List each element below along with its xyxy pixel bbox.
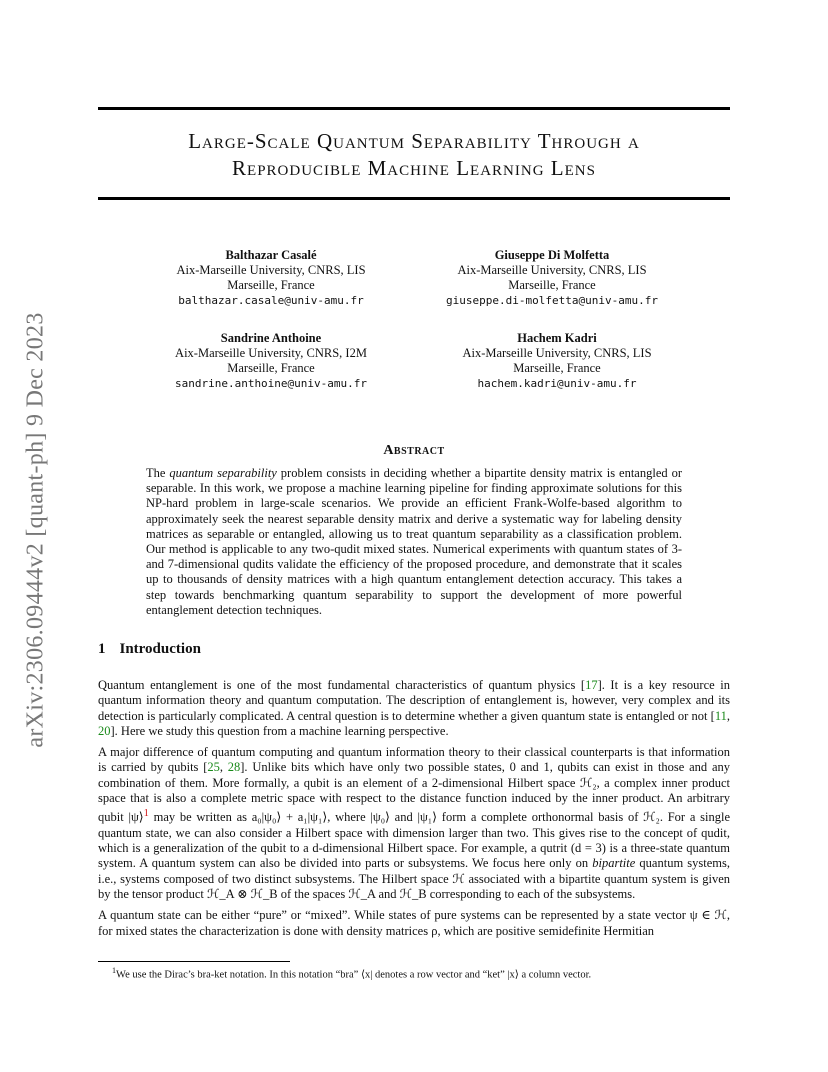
- author-location: Marseille, France: [227, 278, 315, 292]
- footnote-ref-link[interactable]: 1: [143, 808, 149, 820]
- title-line-1: Large-Scale Quantum Separability Through a: [188, 129, 640, 153]
- author-email[interactable]: sandrine.anthoine@univ-amu.fr: [174, 377, 368, 390]
- author-email[interactable]: giuseppe.di-molfetta@univ-amu.fr: [446, 294, 658, 307]
- citation-link[interactable]: 11: [714, 708, 727, 723]
- author-email[interactable]: hachem.kadri@univ-amu.fr: [477, 377, 637, 390]
- author-name: Hachem Kadri: [517, 331, 597, 345]
- author-name: Sandrine Anthoine: [220, 331, 322, 345]
- section-number: 1: [98, 641, 106, 657]
- footnote: [112, 964, 591, 982]
- author-name: Balthazar Casalé: [225, 248, 317, 262]
- section-title: Introduction: [119, 641, 201, 657]
- author-affiliation: Aix-Marseille University, CNRS, LIS: [457, 263, 647, 277]
- abstract-emphasis: quantum separability: [169, 466, 277, 480]
- paragraph: A quantum state can be either “pure” or “mixed”. While states of pure systems can be represented by a state vector ψ ∈ ℋ, for mixed states the characterization is done with density matrices ρ, which are positive semidefinite Hermitian: [98, 908, 730, 938]
- citation-link[interactable]: 20: [98, 723, 111, 738]
- title-line-2: Reproducible Machine Learning Lens: [232, 156, 596, 180]
- title-bottom-rule: [98, 197, 730, 200]
- footnote-mark: 1: [112, 966, 116, 975]
- paper-title: [98, 128, 730, 182]
- citation-link[interactable]: 17: [585, 678, 598, 692]
- author-location: Marseille, France: [513, 361, 601, 375]
- author-block: [121, 331, 421, 391]
- footnote-rule: [98, 961, 290, 962]
- author-affiliation: Aix-Marseille University, CNRS, I2M: [175, 346, 367, 360]
- author-block: [407, 331, 707, 391]
- paragraph: A major difference of quantum computing and quantum information theory to their classical counterparts is that information is carried by qubits [25, 28]. Unlike bits which have only two possible states, 0 and 1, qubits can exist in those and any combination of them. More formally, a qubit is an element of a 2-dimensional Hilbert space ℋ₂, a complex inner product space that is also a complete metric space with respect to the distance function induced by the inner product. An arbitrary qubit |ψ⟩$^1$ may be written as a₀|ψ₀⟩ + a₁|ψ₁⟩, where |ψ₀⟩ and |ψ₁⟩ form a complete orthonormal basis of ℋ₂. For a single quantum state, we can also consider a Hilbert space with dimension larger than two. This gives rise to the concept of qudit, which is a generalization of the qubit to a d-dimensional Hilbert space. For example, a qutrit (d = 3) is a three-state quantum system. A quantum system can also be divided into parts or subsystems. We focus here only on bipartite quantum systems, i.e., systems composed of two distinct subsystems. The Hilbert space ℋ associated with a bipartite quantum system is given by the tensor product ℋ_A ⊗ ℋ_B of the spaces ℋ_A and ℋ_B corresponding to each of the subsystems.: [98, 745, 730, 902]
- author-location: Marseille, France: [508, 278, 596, 292]
- paragraph: Quantum entanglement is one of the most fundamental characteristics of quantum physics [17]. It is a key resource in quantum information theory and quantum computation. The description of entanglement is, however, very complex and its detection is particularly complicated. A central question is to determine whether a given quantum state is entangled or not [11, 20]. Here we study this question from a machine learning perspective.: [98, 678, 730, 738]
- arxiv-side-label: arXiv:2306.09444v2 [quant-ph] 9 Dec 2023: [22, 312, 49, 748]
- author-block: [121, 248, 421, 308]
- emphasis: bipartite: [592, 856, 636, 871]
- author-email[interactable]: balthazar.casale@univ-amu.fr: [178, 294, 364, 307]
- author-block: [402, 248, 702, 308]
- abstract-text: The quantum separability problem consists in deciding whether a bipartite density matrix is entangled or separable. In this work, we propose a machine learning pipeline for finding approximate solutions for this NP-hard problem in large-scale scenarios. We provide an efficient Frank-Wolfe-based algorithm to approximately seek the nearest separable density matrix and derive a systematic way for labeling density matrices as separable or entangled, allowing us to treat quantum separability as a classification problem. Our method is applicable to any two-qudit mixed states. Numerical experiments with quantum states of 3- and 7-dimensional qudits validate the efficiency of the proposed procedure, and demonstrate that it scales up to thousands of density matrices with a high quantum entanglement detection accuracy. This takes a step towards benchmarking quantum separability to support the development of more powerful entanglement detection techniques.: [146, 466, 682, 617]
- footnote-text: We use the Dirac’s bra-ket notation. In this notation “bra” ⟨x| denotes a row vector and “ket” |x⟩ a column vector.: [116, 969, 592, 981]
- citation-link[interactable]: 25: [207, 760, 220, 775]
- citation-link[interactable]: 28: [227, 760, 241, 775]
- title-top-rule: [98, 107, 730, 110]
- section-heading: [98, 641, 201, 658]
- abstract-heading: Abstract: [383, 443, 445, 458]
- author-location: Marseille, France: [227, 361, 315, 375]
- body-text: [98, 678, 730, 945]
- author-affiliation: Aix-Marseille University, CNRS, LIS: [176, 263, 366, 277]
- author-name: Giuseppe Di Molfetta: [494, 248, 610, 262]
- author-affiliation: Aix-Marseille University, CNRS, LIS: [462, 346, 652, 360]
